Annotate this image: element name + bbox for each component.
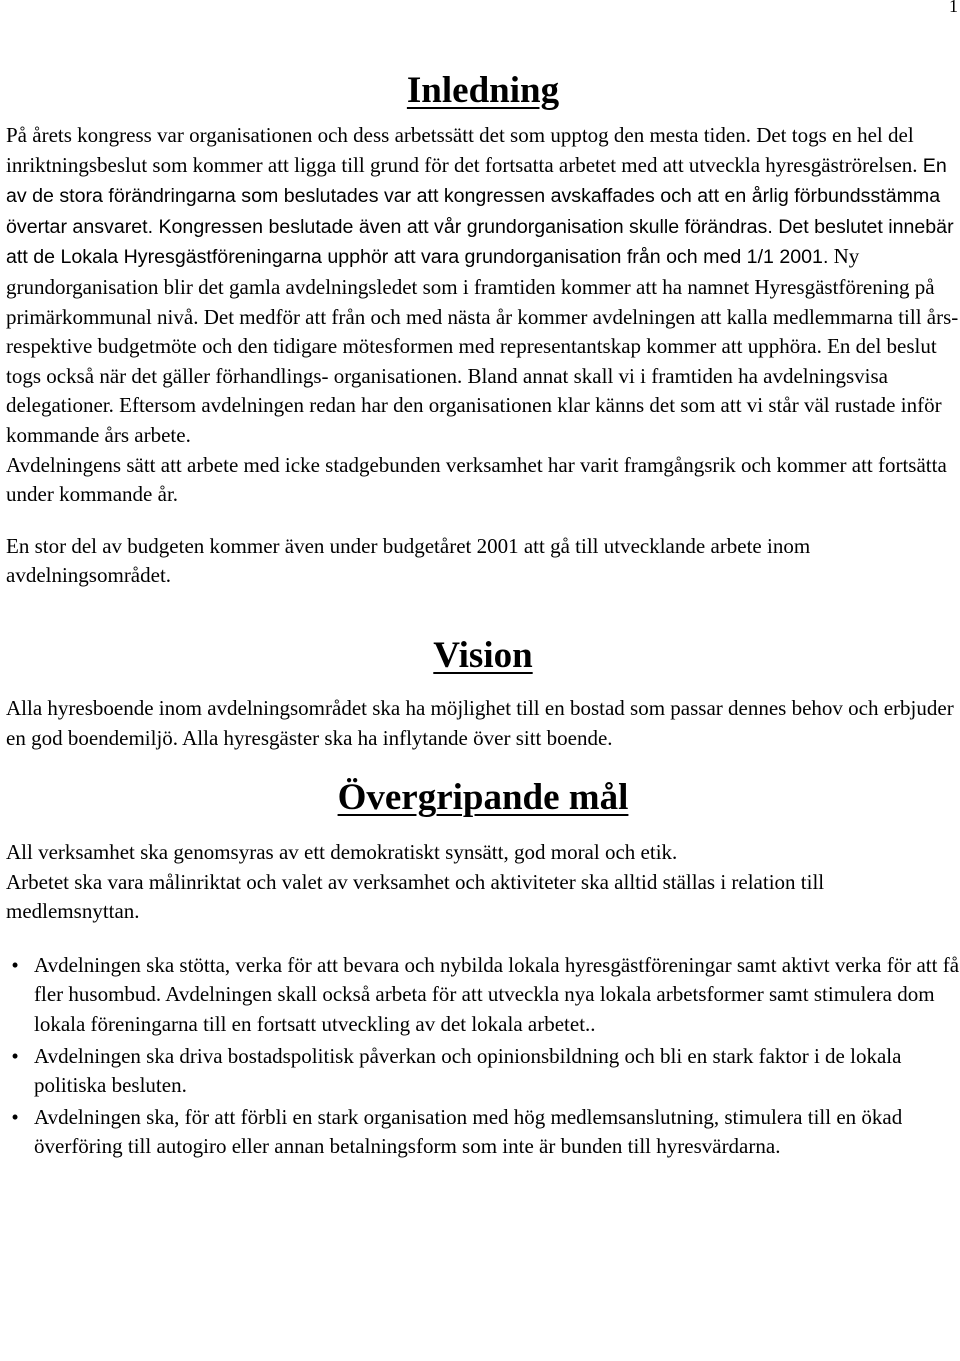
heading-overgripande-mal: Övergripande mål bbox=[337, 777, 629, 819]
bullet-icon: • bbox=[11, 1104, 19, 1129]
list-item-text: Avdelningen ska, för att förbli en stark organisation med hög medlemsanslutning, stimulera till en ökad överföring till autogiro eller annan betalningsform som inte är bunden till hyresvärdarna. bbox=[34, 1104, 903, 1159]
page-number: 1 bbox=[949, 0, 958, 16]
goals-paragraph-2: Arbetet ska vara målinriktat och valet av verksamhet och aktiviteter ska alltid ställas i relation till medlemsnyttan. bbox=[6, 869, 825, 924]
heading-vision: Vision bbox=[433, 634, 533, 676]
intro-text-c: Ny grundorganisation blir det gamla avdelningsledet som i framtiden kommer att ha namnet Hyresgästförening på primärkommunal nivå. bbox=[6, 244, 935, 329]
intro-paragraph-2: Avdelningens sätt att arbete med icke stadgebunden verksamhet har varit framgångsrik och kommer att fortsätta under kommande år. bbox=[6, 452, 947, 507]
goals-bullet-list bbox=[6, 951, 960, 1162]
intro-text-b: En av de stora förändringarna som beslutades var att kongressen avskaffades och att en årlig förbundsstämma övertar ansvaret. Kongressen beslutade även att vår grundorganisation skulle förändras. Det beslutet innebär att de Lokala Hyresgästföreningarna upphör att vara grundorganisation från och med 1/1 2001. bbox=[6, 154, 954, 269]
list-item bbox=[6, 951, 960, 1040]
goals-paragraph-1: All verksamhet ska genomsyras av ett demokratiskt synsätt, god moral och etik. bbox=[6, 840, 678, 865]
document-page bbox=[6, 72, 960, 1164]
bullet-icon: • bbox=[11, 952, 19, 977]
intro-paragraph-3: En stor del av budgeten kommer även under budgetåret 2001 att gå till utvecklande arbete inom avdelningsområdet. bbox=[6, 533, 811, 588]
bullet-icon: • bbox=[11, 1043, 19, 1068]
heading-inledning: Inledning bbox=[406, 70, 560, 111]
list-item bbox=[6, 1042, 960, 1101]
intro-paragraph-1 bbox=[6, 121, 960, 451]
list-item-text: Avdelningen ska driva bostadspolitisk påverkan och opinionsbildning och bli en stark faktor i de lokala politiska besluten. bbox=[34, 1043, 902, 1098]
list-item-text: Avdelningen ska stötta, verka för att bevara och nybilda lokala hyresgästföreningar samt aktivt verka för att få fler husombud. Avdelningen skall också arbeta för att utveckla nya lokala arbetsformer samt stimulera dom lokala föreningarna till en fortsatt utveckling av det lokala arbetet.. bbox=[34, 952, 960, 1037]
intro-text-d: Det medför att från och med nästa år kommer avdelningen att kalla medlemmarna till års- respektive budgetmöte och den tidigare mötesformen med representantskap kommer att upphöra. En del beslut togs också när det gäller förhandlings- organisationen. Bland annat skall vi i framtiden ha avdelningsvisa delegationer. Eftersom avdelningen redan har den organisationen klar känns det som att vi står väl rustade inför kommande års arbete. bbox=[6, 304, 959, 447]
intro-text-a: På årets kongress var organisationen och dess arbetssätt det som upptog den mesta tiden. Det togs en hel del inriktningsbeslut som kommer att ligga till grund för det fortsatta arbetet med att utveckla hyresgäströrelsen. bbox=[6, 123, 923, 177]
list-item bbox=[6, 1103, 960, 1162]
vision-paragraph: Alla hyresboende inom avdelningsområdet ska ha möjlighet till en bostad som passar dennes behov och erbjuder en god boendemiljö. Alla hyresgäster ska ha inflytande över sitt boende. bbox=[6, 695, 954, 750]
